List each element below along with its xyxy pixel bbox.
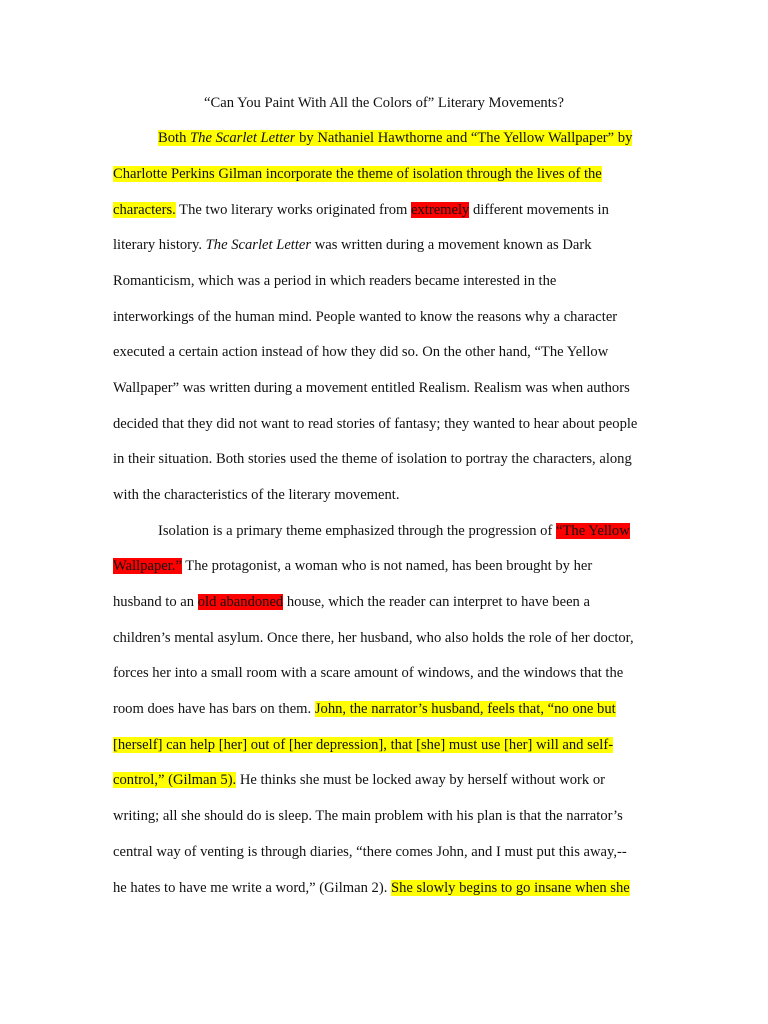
paragraph-line xyxy=(113,199,609,221)
text-run: Romanticism, which was a period in which readers became interested in the xyxy=(113,273,557,289)
paragraph-line xyxy=(113,163,602,185)
yellow-highlighted-text: characters. xyxy=(113,202,176,218)
yellow-highlighted-text: Both xyxy=(158,130,191,146)
text-run: Isolation is a primary theme emphasized through the progression of xyxy=(158,523,556,539)
paragraph-line xyxy=(113,484,400,506)
text-run: Wallpaper” was written during a movement entitled Realism. Realism was when authors xyxy=(113,380,630,396)
paragraph-line xyxy=(113,377,630,399)
paragraph-line xyxy=(113,662,623,684)
text-run: house, which the reader can interpret to have been a xyxy=(283,594,590,610)
red-highlighted-text: extremely xyxy=(411,202,470,218)
yellow-highlighted-text: by Nathaniel Hawthorne and “The Yellow Wallpaper” by xyxy=(295,130,633,146)
paragraph-line xyxy=(113,698,616,720)
red-highlighted-text: “The Yellow xyxy=(556,523,630,539)
paragraph-line xyxy=(158,127,632,149)
yellow-highlighted-text: She slowly begins to go insane when she xyxy=(391,880,630,896)
text-run: The protagonist, a woman who is not named, has been brought by her xyxy=(181,558,593,574)
text-run: with the characteristics of the literary movement. xyxy=(113,487,400,503)
paragraph-line xyxy=(113,413,637,435)
text-run: forces her into a small room with a scare amount of windows, and the windows that the xyxy=(113,665,624,681)
text-run: He thinks she must be locked away by herself without work or xyxy=(236,772,606,788)
paragraph-line xyxy=(113,627,634,649)
paragraph-line xyxy=(113,306,617,328)
text-run: interworkings of the human mind. People wanted to know the reasons why a character xyxy=(113,309,618,325)
red-highlighted-text: old abandoned xyxy=(197,594,284,610)
paragraph-line xyxy=(113,270,556,292)
text-run: writing; all she should do is sleep. The main problem with his plan is that the narrator’s xyxy=(113,808,623,824)
paragraph-line xyxy=(113,805,623,827)
yellow-highlighted-text: control,” (Gilman 5). xyxy=(113,772,237,788)
yellow-highlighted-text: Charlotte Perkins Gilman incorporate the theme of isolation through the lives of the xyxy=(113,166,602,182)
text-run: literary history. xyxy=(113,237,206,253)
text-run: was written during a movement known as Dark xyxy=(311,237,592,253)
text-run: in their situation. Both stories used the theme of isolation to portray the characters, along xyxy=(113,451,632,467)
text-run: different movements in xyxy=(469,202,609,218)
paragraph-line xyxy=(113,877,630,899)
text-run: children’s mental asylum. Once there, her husband, who also holds the role of her doctor, xyxy=(113,630,634,646)
text-run: he hates to have me write a word,” (Gilman 2). xyxy=(113,880,391,896)
paragraph-line xyxy=(113,341,608,363)
yellow-highlighted-text: [herself] can help [her] out of [her depression], that [she] must use [her] will and self- xyxy=(113,737,614,753)
text-run: executed a certain action instead of how they did so. On the other hand, “The Yellow xyxy=(113,344,609,360)
yellow-highlighted-text: The Scarlet Letter xyxy=(190,130,296,146)
paragraph-line xyxy=(113,734,613,756)
paragraph-line xyxy=(113,555,592,577)
paragraph-line xyxy=(113,448,632,470)
essay-title: “Can You Paint With All the Colors of” Literary Movements? xyxy=(204,95,564,111)
paragraph-line xyxy=(158,520,630,542)
paragraph-line xyxy=(113,234,592,256)
italic-title-text: The Scarlet Letter xyxy=(205,237,312,253)
text-run: The two literary works originated from xyxy=(175,202,411,218)
yellow-highlighted-text: John, the narrator’s husband, feels that, “no one but xyxy=(314,701,616,717)
paragraph-line xyxy=(113,841,627,863)
text-run: central way of venting is through diaries, “there comes John, and I must put this away,-- xyxy=(113,844,627,860)
text-run: decided that they did not want to read stories of fantasy; they wanted to hear about people xyxy=(113,416,638,432)
text-run: room does have has bars on them. xyxy=(113,701,315,717)
red-highlighted-text: Wallpaper.” xyxy=(113,558,182,574)
text-run: husband to an xyxy=(113,594,198,610)
paragraph-line xyxy=(113,769,605,791)
paragraph-line xyxy=(113,591,590,613)
